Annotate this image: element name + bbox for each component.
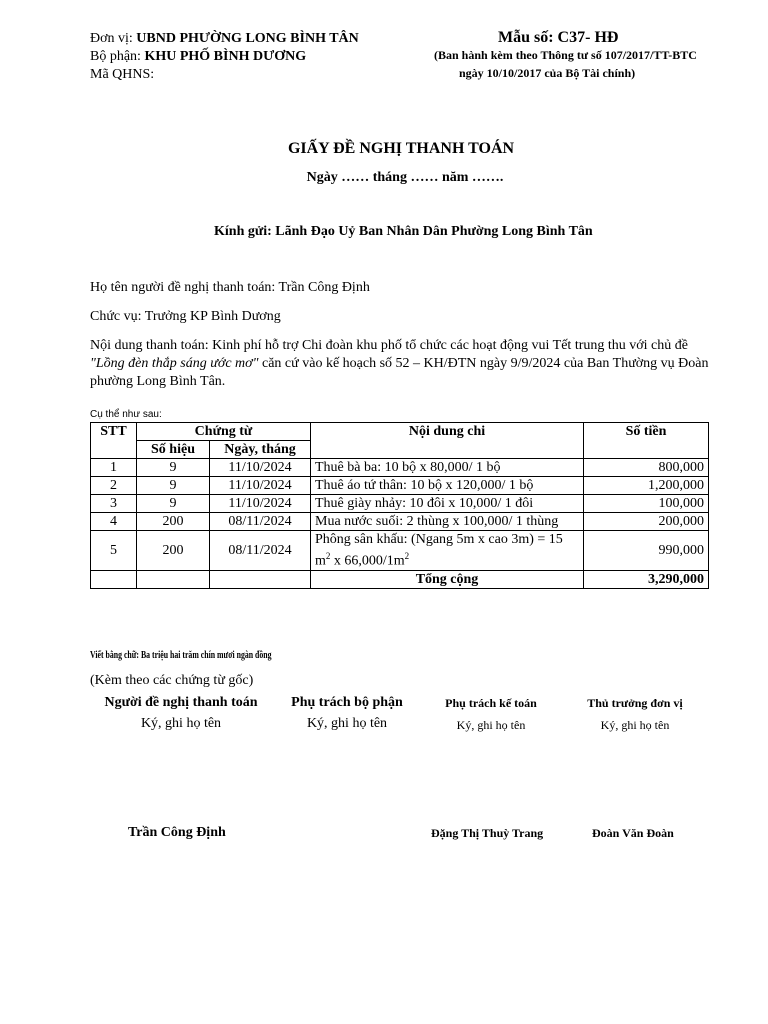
sign-hint: Ký, ghi họ tên xyxy=(306,716,388,731)
attached-note: (Kèm theo các chứng từ gốc) xyxy=(90,673,254,688)
payment-content xyxy=(90,337,710,391)
cell-date: 08/11/2024 xyxy=(210,531,311,571)
requester-role: Người đề nghị thanh toán xyxy=(104,695,258,710)
recipient-line: Kính gửi: Lãnh Đạo Uỷ Ban Nhân Dân Phường Long Bình Tân xyxy=(214,224,593,239)
cell-number: 9 xyxy=(137,459,210,477)
sign-hint: Ký, ghi họ tên xyxy=(456,718,526,732)
cell-number: 200 xyxy=(137,531,210,571)
cell-date: 11/10/2024 xyxy=(210,495,311,513)
table-row xyxy=(91,513,709,531)
cell-number: 9 xyxy=(137,495,210,513)
cell-date: 08/11/2024 xyxy=(210,513,311,531)
detail-label: Cụ thể như sau: xyxy=(90,409,162,420)
cell-description: Thuê giày nhảy: 10 đôi x 10,000/ 1 đôi xyxy=(311,495,584,513)
form-note-line2: ngày 10/10/2017 của Bộ Tài chính) xyxy=(459,66,636,80)
signature-requester xyxy=(90,695,272,732)
dept-line xyxy=(90,48,359,66)
unit-value: UBND PHƯỜNG LONG BÌNH TÂN xyxy=(136,31,359,46)
cell-amount: 1,200,000 xyxy=(584,477,709,495)
head-name: Đoàn Văn Đoàn xyxy=(592,826,674,840)
table-row xyxy=(91,495,709,513)
document-title: GIẤY ĐỀ NGHỊ THANH TOÁN xyxy=(287,140,515,157)
superscript: 2 xyxy=(404,551,410,561)
cell-amount: 100,000 xyxy=(584,495,709,513)
dept-value: KHU PHỐ BÌNH DƯƠNG xyxy=(144,49,307,64)
superscript: 2 xyxy=(325,551,331,561)
form-number: Mẫu số: C37- HĐ xyxy=(498,29,619,46)
cell-amount: 800,000 xyxy=(584,459,709,477)
cell-description: Mua nước suối: 2 thùng x 100,000/ 1 thùng xyxy=(311,513,584,531)
requester-line: Họ tên người đề nghị thanh toán: Trần Công Định xyxy=(90,280,370,295)
expense-table xyxy=(90,422,709,589)
cell-description xyxy=(311,531,584,571)
cell-number: 9 xyxy=(137,477,210,495)
cell-stt: 4 xyxy=(91,513,137,531)
cell-stt: 2 xyxy=(91,477,137,495)
cell-empty xyxy=(137,570,210,588)
content-part2: căn cứ vào kế hoạch số 52 – KH/ĐTN ngày 9/9/2024 của Ban Thường vụ Đoàn phường Long Bình Tân. xyxy=(90,356,709,389)
header-number: Số hiệu xyxy=(137,441,210,459)
date-line: Ngày …… tháng …… năm ……. xyxy=(306,170,504,185)
form-note-line1: (Ban hành kèm theo Thông tư số 107/2017/TT-BTC xyxy=(434,48,697,62)
total-amount: 3,290,000 xyxy=(584,570,709,588)
amount-in-words: Viết bằng chữ: Ba triệu hai trăm chín mươi ngàn đồng xyxy=(90,650,272,661)
requester-name: Trần Công Định xyxy=(128,825,226,840)
header-amount: Số tiền xyxy=(584,423,709,459)
unit-line xyxy=(90,30,359,48)
unit-label: Đơn vị: xyxy=(90,31,137,46)
cell-description: Thuê áo tứ thân: 10 bộ x 120,000/ 1 bộ xyxy=(311,477,584,495)
sign-hint: Ký, ghi họ tên xyxy=(600,718,670,732)
cell-stt: 5 xyxy=(91,531,137,571)
dept-role: Phụ trách bộ phận xyxy=(291,695,403,710)
table-total-row xyxy=(91,570,709,588)
dept-label: Bộ phận: xyxy=(90,49,145,64)
signature-head xyxy=(572,696,698,733)
cell-empty xyxy=(210,570,311,588)
accountant-name: Đặng Thị Thuỳ Trang xyxy=(431,826,544,840)
table-row xyxy=(91,531,709,571)
head-role: Thủ trưởng đơn vị xyxy=(587,696,683,710)
header-stt: STT xyxy=(91,423,137,459)
cell-stt: 3 xyxy=(91,495,137,513)
cell-description: Thuê bà ba: 10 bộ x 80,000/ 1 bộ xyxy=(311,459,584,477)
sign-hint: Ký, ghi họ tên xyxy=(140,716,222,731)
qhns-line: Mã QHNS: xyxy=(90,67,155,82)
signature-accountant xyxy=(428,696,554,733)
cell-amount: 990,000 xyxy=(584,531,709,571)
cell-number: 200 xyxy=(137,513,210,531)
header-voucher: Chứng từ xyxy=(137,423,311,441)
accountant-role: Phụ trách kế toán xyxy=(445,696,537,710)
content-part1: Nội dung thanh toán: Kinh phí hỗ trợ Chi đoàn khu phố tổ chức các hoạt động vui Tết trung thu với chủ đề xyxy=(90,338,688,353)
content-theme: "Lồng đèn thắp sáng ước mơ" xyxy=(90,356,259,371)
signature-department xyxy=(280,695,414,732)
cell-date: 11/10/2024 xyxy=(210,459,311,477)
header-left xyxy=(90,30,359,84)
cell-empty xyxy=(91,570,137,588)
cell-amount: 200,000 xyxy=(584,513,709,531)
table-row xyxy=(91,459,709,477)
position-line: Chức vụ: Trưởng KP Bình Dương xyxy=(90,309,281,324)
cell-stt: 1 xyxy=(91,459,137,477)
header-description: Nội dung chi xyxy=(311,423,584,459)
cell-date: 11/10/2024 xyxy=(210,477,311,495)
header-date: Ngày, tháng xyxy=(210,441,311,459)
table-header-row xyxy=(91,423,709,441)
description-text-b: x 66,000/1m xyxy=(330,553,405,569)
table-row xyxy=(91,477,709,495)
total-label: Tổng cộng xyxy=(311,570,584,588)
description-text-a: Phông sân khấu: (Ngang 5m x cao 3m) = 15 m xyxy=(315,532,563,569)
